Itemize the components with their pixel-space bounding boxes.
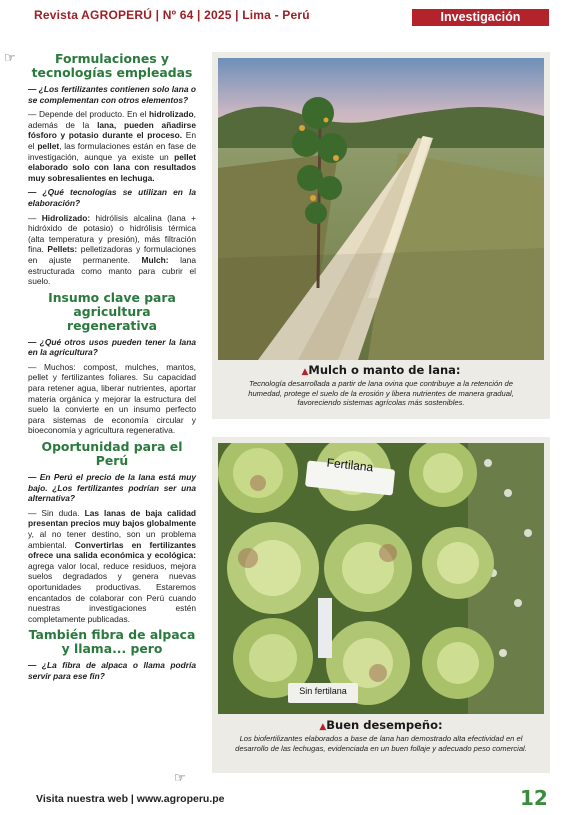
triangle-marker-icon: ▲ bbox=[319, 722, 327, 732]
answer-1: — Depende del producto. En el hidrolizado, además de la lana, pueden añadirse fósforo y potasio durante el proceso. En el pellet, las formulaciones están en fase de investigación, aunque ya existe un pellet elaborado solo con lana con resultados muy sobresalientes en lechuga. bbox=[28, 109, 196, 183]
figure1-caption: Tecnología desarrollada a partir de lana ovina que contribuye a la retención de humedad, protege el suelo de la erosión y libera nutrientes de manera gradual, favoreciendo sistemas agrícolas más sostenibles. bbox=[248, 379, 514, 408]
question-3: — ¿Qué otros usos pueden tener la lana en la agricultura? bbox=[28, 336, 196, 358]
figure2-title: ▲Buen desempeño: bbox=[319, 718, 443, 732]
question-4: — En Perú el precio de la lana está muy bajo. ¿Los fertilizantes podrían ser una alternativa? bbox=[28, 472, 196, 504]
label-fertilana: Fertilana bbox=[326, 455, 374, 475]
figure2-caption: Los biofertilizantes elaborados a base de lana han demostrado alta efectividad en el desarrollo de las lechugas, evidenciada en un buen follaje y adecuado peso comercial. bbox=[235, 734, 527, 753]
mulch-photo bbox=[218, 58, 544, 360]
answer-4: — Sin duda. Las lanas de baja calidad presentan precios muy bajos globalmente y, al no tener destino, son un problema ambiental. Convertirlas en fertilizantes ofrece una salida económica y ecológica: agrega valor local, reduce residuos, mejora suelos degradados y genera nuevas oportunidades productivas. Estaremos encantados de colaborar con Perú cuando nuestras investigaciones estén completamente publicadas. bbox=[28, 507, 197, 624]
hand-pointer-icon: ☞ bbox=[174, 770, 186, 785]
publication-header: Revista AGROPERÚ | Nº 64 | 2025 | Lima - Perú bbox=[34, 8, 310, 22]
hand-pointer-icon: ☞ bbox=[4, 50, 16, 65]
page-number: 12 bbox=[520, 786, 548, 810]
website-footer[interactable]: Visita nuestra web | www.agroperu.pe bbox=[36, 793, 225, 805]
question-2: — ¿Qué tecnologías se utilizan en la elaboración? bbox=[28, 187, 196, 208]
question-1: — ¿Los fertilizantes contienen solo lana o se complementan con otros elementos? bbox=[28, 84, 196, 105]
figure-mulch bbox=[212, 52, 550, 419]
figure-lettuce bbox=[212, 437, 550, 773]
triangle-marker-icon: ▲ bbox=[301, 367, 309, 377]
answer-3: — Muchos: compost, mulches, mantos, pellet y fertilizantes foliares. Su capacidad para retener agua, liberar nutrientes, aportar materia orgánica y mejorar la estructura del suelo la convierte en un insumo perfecto para sistemas de economía circular y bioeconomía y agricultura regenerativa. bbox=[28, 361, 196, 436]
lettuce-photo bbox=[218, 443, 544, 714]
heading-formulaciones: Formulaciones y tecnologías empleadas bbox=[31, 51, 193, 80]
article-column bbox=[28, 48, 196, 686]
section-tag: Investigación bbox=[412, 9, 549, 26]
label-sin-fertilana: Sin fertilana bbox=[299, 686, 347, 696]
heading-insumo-clave: Insumo clave para agricultura regenerativa bbox=[48, 289, 176, 333]
answer-2: — Hidrolizado: hidrólisis alcalina (lana + hidróxido de potasio) o hidrólisis térmica (alta temperatura y presión), más filtración fina. Pellets: pelletizadoras y formulaciones en ajuste permanente. Mulch: lana estructurada como manto para cubrir el suelo. bbox=[28, 212, 197, 287]
plant-tag-bottom bbox=[318, 598, 332, 658]
question-5: — ¿La fibra de alpaca o llama podría servir para ese fin? bbox=[28, 660, 196, 681]
figure1-title: ▲Mulch o manto de lana: bbox=[301, 363, 461, 377]
heading-alpaca: También fibra de alpaca y llama... pero bbox=[28, 627, 196, 657]
heading-oportunidad: Oportunidad para el Perú bbox=[41, 439, 183, 469]
